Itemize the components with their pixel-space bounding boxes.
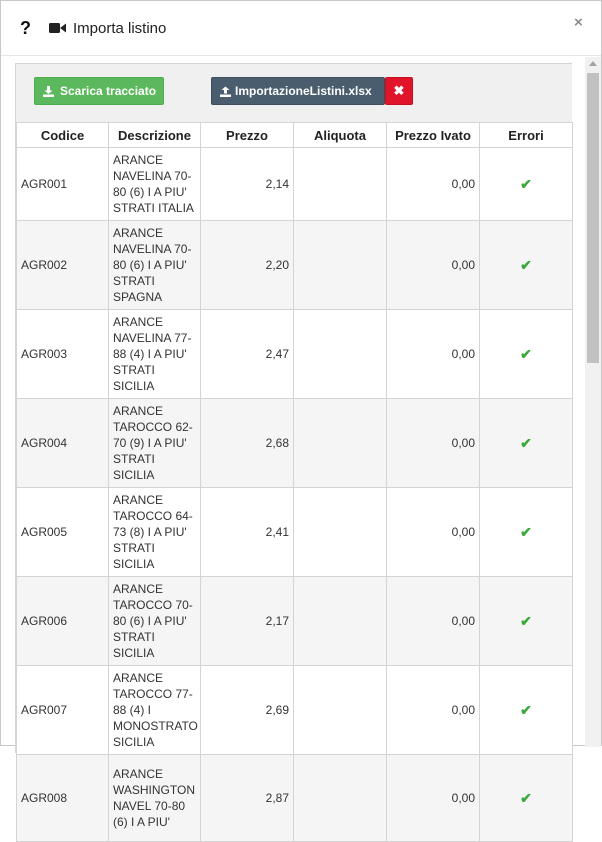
download-template-button[interactable] <box>34 77 164 105</box>
upload-icon <box>220 86 231 97</box>
dialog-header <box>1 1 601 56</box>
download-template-label: Scarica tracciato <box>60 84 157 98</box>
cell-prezzo: 2,17 <box>201 577 294 666</box>
import-panel <box>15 63 572 829</box>
check-icon: ✔ <box>480 666 573 755</box>
dialog-title: Importa listino <box>73 20 167 37</box>
price-list-table <box>16 122 573 842</box>
column-header-errori[interactable]: Errori <box>480 123 573 148</box>
cell-prezzo-ivato: 0,00 <box>387 221 480 310</box>
cell-prezzo: 2,87 <box>201 755 294 842</box>
check-icon: ✔ <box>480 399 573 488</box>
cell-codice: AGR001 <box>17 148 109 221</box>
toolbar <box>16 64 572 122</box>
cell-aliquota <box>294 399 387 488</box>
cell-aliquota <box>294 488 387 577</box>
cell-aliquota <box>294 221 387 310</box>
uploaded-file-button[interactable] <box>211 77 385 105</box>
cell-prezzo: 2,41 <box>201 488 294 577</box>
cell-descrizione: ARANCE WASHINGTON NAVEL 70-80 (6) I A PIU' <box>109 755 201 842</box>
check-icon: ✔ <box>480 755 573 842</box>
cell-prezzo: 2,20 <box>201 221 294 310</box>
check-icon: ✔ <box>480 148 573 221</box>
close-icon[interactable]: × <box>574 14 583 31</box>
cell-prezzo: 2,68 <box>201 399 294 488</box>
cell-prezzo-ivato: 0,00 <box>387 399 480 488</box>
cell-descrizione: ARANCE TAROCCO 70-80 (6) I A PIU' STRATI SICILIA <box>109 577 201 666</box>
cell-aliquota <box>294 310 387 399</box>
check-icon: ✔ <box>480 577 573 666</box>
cell-codice: AGR005 <box>17 488 109 577</box>
table-row[interactable] <box>17 148 573 221</box>
remove-icon: ✖ <box>393 83 405 98</box>
table-header-row <box>17 123 573 148</box>
table-row[interactable] <box>17 666 573 755</box>
video-camera-icon <box>49 22 66 34</box>
vertical-scrollbar[interactable] <box>585 57 601 747</box>
cell-descrizione: ARANCE NAVELINA 70-80 (6) I A PIU' STRATI ITALIA <box>109 148 201 221</box>
cell-codice: AGR006 <box>17 577 109 666</box>
scrollbar-thumb[interactable] <box>587 73 599 363</box>
cell-codice: AGR002 <box>17 221 109 310</box>
table-row[interactable] <box>17 399 573 488</box>
cell-codice: AGR003 <box>17 310 109 399</box>
check-icon: ✔ <box>480 488 573 577</box>
table-row[interactable] <box>17 577 573 666</box>
download-icon <box>43 86 54 97</box>
check-icon: ✔ <box>480 310 573 399</box>
uploaded-file-name: ImportazioneListini.xlsx <box>235 84 372 98</box>
cell-aliquota <box>294 148 387 221</box>
cell-prezzo-ivato: 0,00 <box>387 755 480 842</box>
check-icon: ✔ <box>480 221 573 310</box>
cell-aliquota <box>294 577 387 666</box>
cell-prezzo-ivato: 0,00 <box>387 488 480 577</box>
cell-codice: AGR007 <box>17 666 109 755</box>
scroll-up-arrow-icon[interactable] <box>589 61 597 66</box>
cell-descrizione: ARANCE TAROCCO 64-73 (8) I A PIU' STRATI SICILIA <box>109 488 201 577</box>
cell-descrizione: ARANCE NAVELINA 77-88 (4) I A PIU' STRATI SICILIA <box>109 310 201 399</box>
cell-prezzo: 2,69 <box>201 666 294 755</box>
table-row[interactable] <box>17 488 573 577</box>
column-header-prezzo-ivato[interactable]: Prezzo Ivato <box>387 123 480 148</box>
cell-codice: AGR004 <box>17 399 109 488</box>
cell-prezzo: 2,14 <box>201 148 294 221</box>
cell-descrizione: ARANCE NAVELINA 70-80 (6) I A PIU' STRATI SPAGNA <box>109 221 201 310</box>
column-header-codice[interactable]: Codice <box>17 123 109 148</box>
cell-prezzo: 2,47 <box>201 310 294 399</box>
cell-descrizione: ARANCE TAROCCO 77-88 (4) I MONOSTRATO SICILIA <box>109 666 201 755</box>
help-icon[interactable]: ? <box>20 18 31 38</box>
table-row[interactable] <box>17 755 573 842</box>
table-row[interactable] <box>17 310 573 399</box>
cell-aliquota <box>294 755 387 842</box>
cell-prezzo-ivato: 0,00 <box>387 310 480 399</box>
cell-codice: AGR008 <box>17 755 109 842</box>
column-header-descrizione[interactable]: Descrizione <box>109 123 201 148</box>
cell-descrizione: ARANCE TAROCCO 62-70 (9) I A PIU' STRATI SICILIA <box>109 399 201 488</box>
cell-prezzo-ivato: 0,00 <box>387 666 480 755</box>
cell-prezzo-ivato: 0,00 <box>387 148 480 221</box>
table-row[interactable] <box>17 221 573 310</box>
remove-file-button[interactable] <box>385 77 413 105</box>
column-header-prezzo[interactable]: Prezzo <box>201 123 294 148</box>
column-header-aliquota[interactable]: Aliquota <box>294 123 387 148</box>
cell-aliquota <box>294 666 387 755</box>
cell-prezzo-ivato: 0,00 <box>387 577 480 666</box>
